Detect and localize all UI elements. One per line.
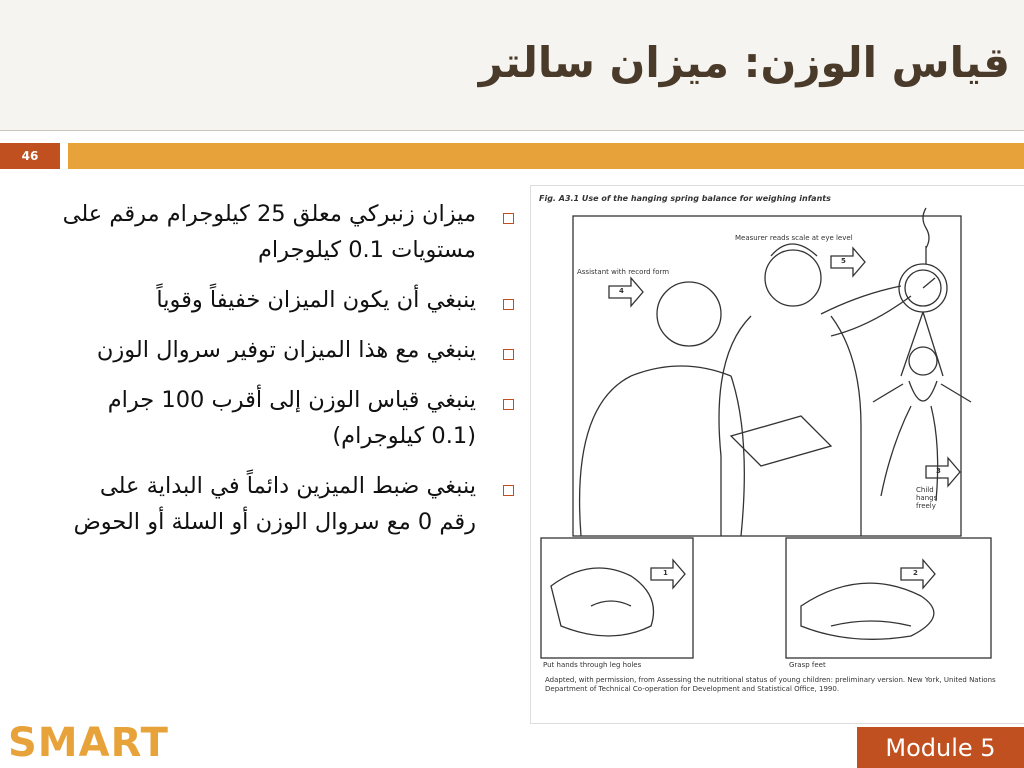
illustration-drawing: [531, 186, 1024, 723]
slide-title: قياس الوزن: ميزان سالتر: [478, 38, 1010, 87]
bullet-square-icon: [503, 399, 514, 410]
bullet-square-icon: [503, 349, 514, 360]
bullet-list: [60, 196, 520, 554]
label-measurer: Measurer reads scale at eye level: [735, 234, 853, 242]
bullet-text: ينبغي أن يكون الميزان خفيفاً وقوياً: [156, 287, 476, 313]
bullet-text: ينبغي قياس الوزن إلى أقرب 100 جرام (0.1 كيلوجرام): [107, 387, 476, 449]
bullet-square-icon: [503, 299, 514, 310]
bullet-item: [60, 382, 520, 454]
figure-footnote: Adapted, with permission, from Assessing the nutritional status of young children: preliminary version. New York, United Nations Department of Technical Co-operation for Development and Statistical Office, 1990.: [545, 676, 996, 693]
bullet-item: [60, 196, 520, 268]
label-step-5: 5: [841, 257, 846, 265]
slide-number: 46: [0, 143, 60, 169]
figure-caption: Fig. A3.1 Use of the hanging spring balance for weighing infants: [539, 194, 831, 203]
label-step-2: 2: [913, 569, 918, 577]
module-label: Module 5: [857, 727, 1024, 768]
label-grasp-feet: Grasp feet: [789, 661, 826, 669]
bullet-square-icon: [503, 485, 514, 496]
bullet-text: ميزان زنبركي معلق 25 كيلوجرام مرقم على مستويات 0.1 كيلوجرام: [62, 201, 476, 263]
label-step-1: 1: [663, 569, 668, 577]
title-divider: [0, 130, 1024, 131]
label-assistant: Assistant with record form: [577, 268, 670, 276]
smart-logo: SMART: [8, 720, 169, 766]
label-leg-holes: Put hands through leg holes: [543, 661, 642, 669]
accent-bar: [68, 143, 1024, 169]
bullet-text: ينبغي ضبط الميزين دائماً في البداية على رقم 0 مع سروال الوزن أو السلة أو الحوض: [73, 473, 476, 535]
label-step-3: 3: [936, 467, 941, 475]
bullet-square-icon: [503, 213, 514, 224]
bullet-item: [60, 282, 520, 318]
bullet-text: ينبغي مع هذا الميزان توفير سروال الوزن: [96, 337, 476, 363]
bullet-item: [60, 332, 520, 368]
weighing-illustration: [530, 185, 1024, 724]
label-step-4: 4: [619, 287, 624, 295]
bullet-item: [60, 468, 520, 540]
label-child: Child hangs freely: [916, 486, 938, 510]
